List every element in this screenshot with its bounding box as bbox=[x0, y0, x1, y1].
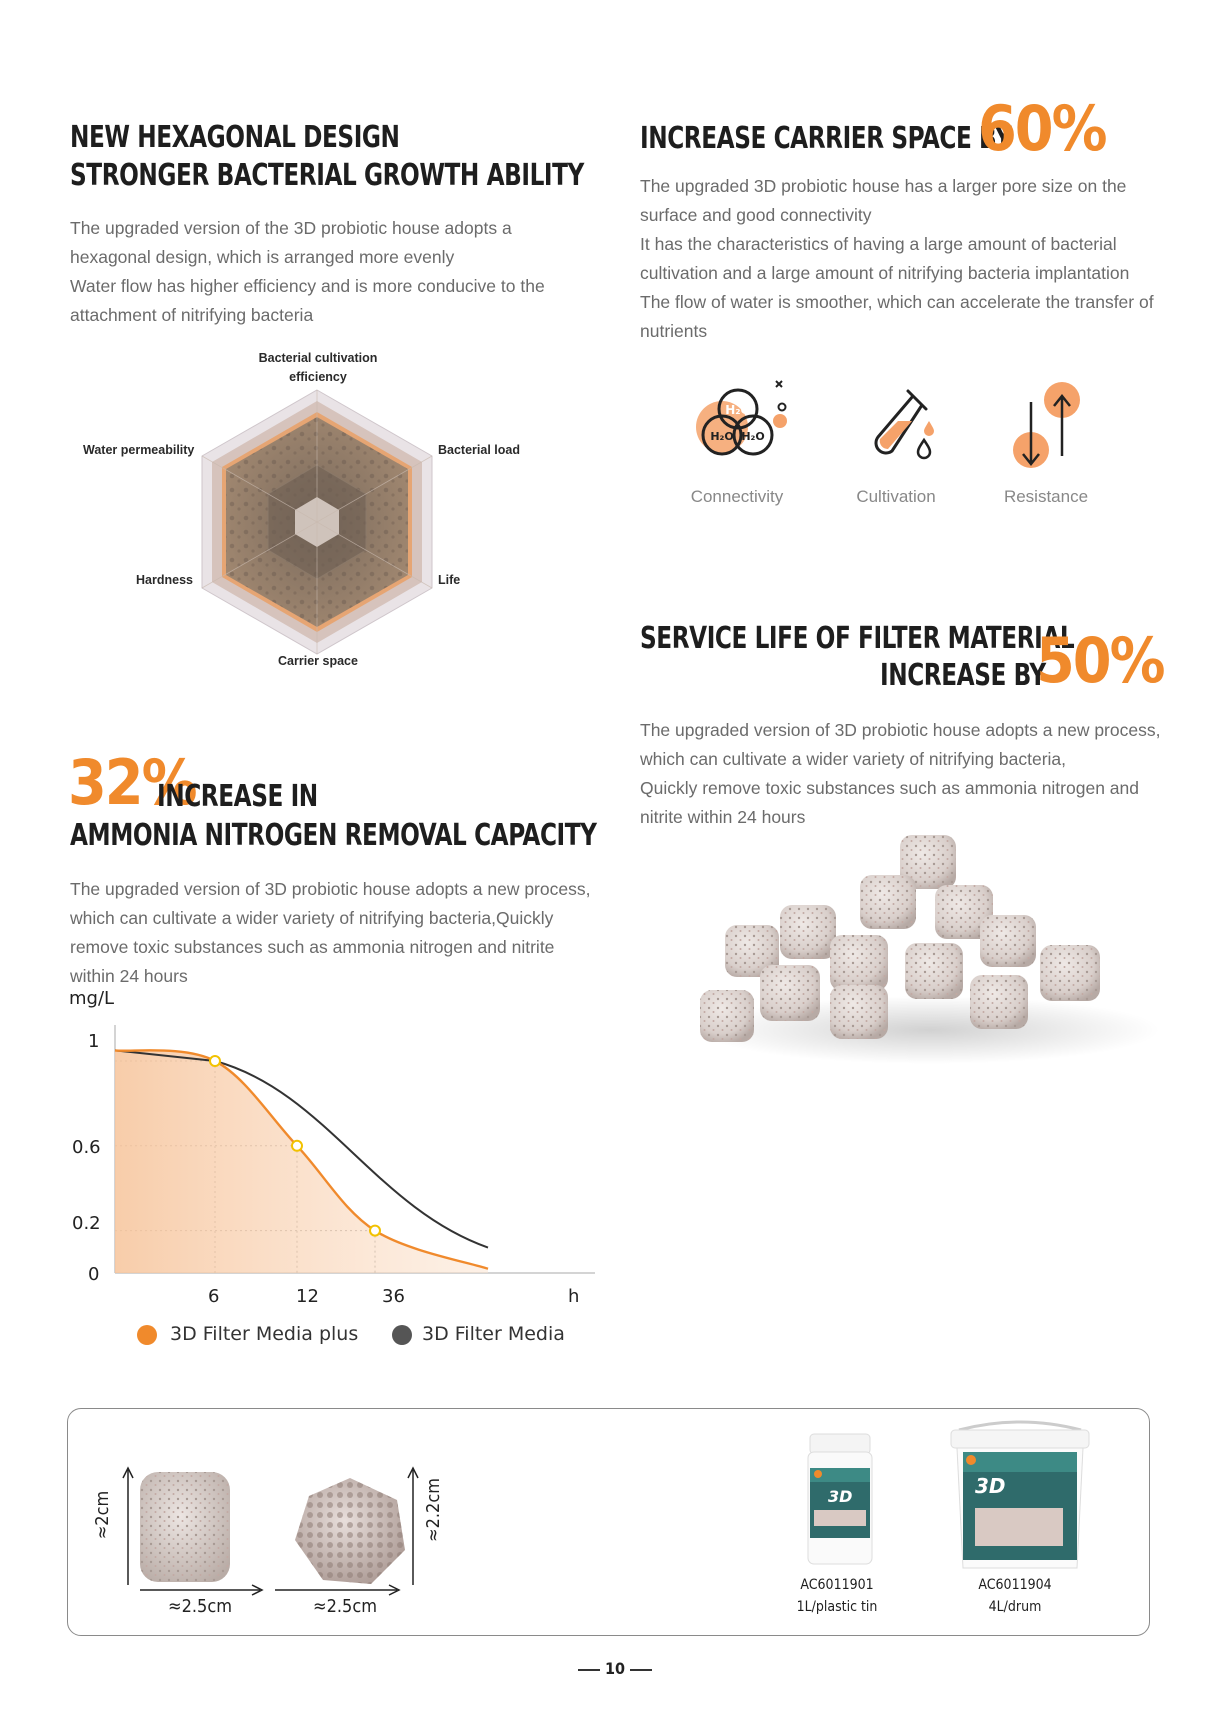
hexagonal-paragraph-2: Water flow has higher efficiency and is more conducive to the attachment of nitrifying bacteria bbox=[70, 276, 545, 325]
arrows-updown-icon bbox=[1005, 380, 1095, 480]
legend-media-label: 3D Filter Media bbox=[422, 1323, 565, 1345]
molecule-label-right: H₂O bbox=[741, 430, 765, 443]
chart-x-tick-6: 6 bbox=[208, 1286, 220, 1307]
radar-label-bottom: Carrier space bbox=[278, 654, 358, 668]
series-plus-area bbox=[115, 1050, 488, 1273]
ammonia-percent: 32% bbox=[68, 746, 196, 819]
hexagon-media-image bbox=[275, 1460, 445, 1615]
chart-point-12 bbox=[292, 1141, 302, 1151]
connectivity-icon bbox=[690, 375, 800, 475]
chart-x-tick-12: 12 bbox=[296, 1286, 319, 1307]
page-number-rule-left bbox=[578, 1669, 600, 1671]
tin-label-text: 3D bbox=[828, 1487, 853, 1506]
product-tin-caption bbox=[767, 1574, 907, 1618]
service-life-title-line1: SERVICE LIFE OF FILTER MATERIAL bbox=[640, 621, 1075, 656]
cultivation-label: Cultivation bbox=[856, 487, 936, 506]
filter-media-pile-image bbox=[680, 825, 1160, 1070]
chart-point-6 bbox=[210, 1056, 220, 1066]
molecule-label-left: H₂O bbox=[710, 430, 734, 443]
molecule-label-top: H₂O bbox=[725, 403, 751, 417]
test-tube-icon bbox=[856, 385, 936, 475]
radar-label-top-2: efficiency bbox=[289, 370, 347, 384]
chart-y-label: mg/L bbox=[69, 988, 115, 1009]
product-tin-image bbox=[800, 1430, 880, 1570]
hexagonal-title-line2: STRONGER BACTERIAL GROWTH ABILITY bbox=[70, 158, 584, 193]
legend-media-swatch bbox=[392, 1325, 412, 1345]
carrier-space-percent: 60% bbox=[978, 92, 1106, 165]
ammonia-removal-chart bbox=[60, 980, 620, 1280]
carrier-space-title-text: INCREASE CARRIER SPACE BY bbox=[640, 121, 1012, 156]
carrier-paragraph-3: The flow of water is smoother, which can accelerate the transfer of nutrients bbox=[640, 292, 1154, 341]
chart-y-tick-0-6: 0.6 bbox=[72, 1137, 101, 1158]
drum-sku: AC6011904 bbox=[978, 1577, 1052, 1593]
product-drum-caption bbox=[945, 1574, 1085, 1618]
tin-sku: AC6011901 bbox=[800, 1577, 874, 1593]
chart-x-label: h bbox=[568, 1286, 580, 1307]
connectivity-label: Connectivity bbox=[690, 487, 784, 506]
cylinder-media-image bbox=[95, 1460, 265, 1615]
service-life-paragraph-1: The upgraded version of 3D probiotic house adopts a new process, which can cultivate a wider variety of nitrifying bacteria, bbox=[640, 720, 1161, 769]
carrier-space-description bbox=[640, 172, 1160, 346]
ammonia-description: The upgraded version of 3D probiotic house adopts a new process, which can cultivate a wider variety of nitrifying bacteria,Quickly remove toxic substances such as ammonia nitrogen and nitrite within 24 hours bbox=[70, 879, 591, 986]
hexagon-height-label: ≈2.2cm bbox=[423, 1478, 444, 1542]
hexagon-width-label: ≈2.5cm bbox=[313, 1596, 377, 1617]
product-drum-image bbox=[945, 1418, 1095, 1573]
service-life-title-line2: INCREASE BY bbox=[880, 658, 1046, 693]
chart-y-tick-0-2: 0.2 bbox=[72, 1213, 101, 1234]
hexagonal-description bbox=[70, 214, 590, 330]
radar-label-upper-right: Bacterial load bbox=[438, 443, 520, 457]
radar-label-lower-left: Hardness bbox=[136, 573, 193, 587]
radar-label-upper-left: Water permeability bbox=[83, 443, 195, 457]
hexagonal-title-line1: NEW HEXAGONAL DESIGN bbox=[70, 120, 400, 155]
page-number-rule-right bbox=[630, 1669, 652, 1671]
service-life-paragraph-2: Quickly remove toxic substances such as ammonia nitrogen and nitrite within 24 hours bbox=[640, 778, 1139, 827]
chart-point-36 bbox=[370, 1226, 380, 1236]
page-number: 10 bbox=[604, 1659, 626, 1678]
radar-label-top: Bacterial cultivation bbox=[258, 351, 378, 365]
chart-y-tick-0: 0 bbox=[88, 1264, 100, 1285]
legend-plus-swatch bbox=[137, 1325, 157, 1345]
drum-desc: 4L/drum bbox=[988, 1599, 1042, 1615]
drum-label-text: 3D bbox=[975, 1474, 1006, 1498]
service-life-description bbox=[640, 716, 1170, 832]
tin-desc: 1L/plastic tin bbox=[796, 1599, 878, 1615]
hexagonal-paragraph-1: The upgraded version of the 3D probiotic house adopts a hexagonal design, which is arranged more evenly bbox=[70, 218, 512, 267]
chart-x-tick-36: 36 bbox=[382, 1286, 405, 1307]
resistance-label: Resistance bbox=[1003, 487, 1089, 506]
hexagon-radar-chart bbox=[60, 345, 580, 675]
carrier-paragraph-1: The upgraded 3D probiotic house has a larger pore size on the surface and good connectivity bbox=[640, 176, 1127, 225]
legend-plus-label: 3D Filter Media plus bbox=[170, 1323, 359, 1345]
cylinder-height-label: ≈2cm bbox=[92, 1490, 113, 1540]
carrier-paragraph-2: It has the characteristics of having a large amount of bacterial cultivation and a large amount of nitrifying bacteria implantation bbox=[640, 234, 1130, 283]
cylinder-width-label: ≈2.5cm bbox=[168, 1596, 232, 1617]
radar-label-lower-right: Life bbox=[438, 573, 461, 587]
chart-y-tick-1: 1 bbox=[88, 1031, 100, 1052]
service-life-percent: 50% bbox=[1036, 624, 1164, 697]
hexagonal-title bbox=[70, 119, 584, 195]
ammonia-title-line2: AMMONIA NITROGEN REMOVAL CAPACITY bbox=[70, 818, 597, 853]
ammonia-title-line1: INCREASE IN bbox=[157, 779, 318, 814]
